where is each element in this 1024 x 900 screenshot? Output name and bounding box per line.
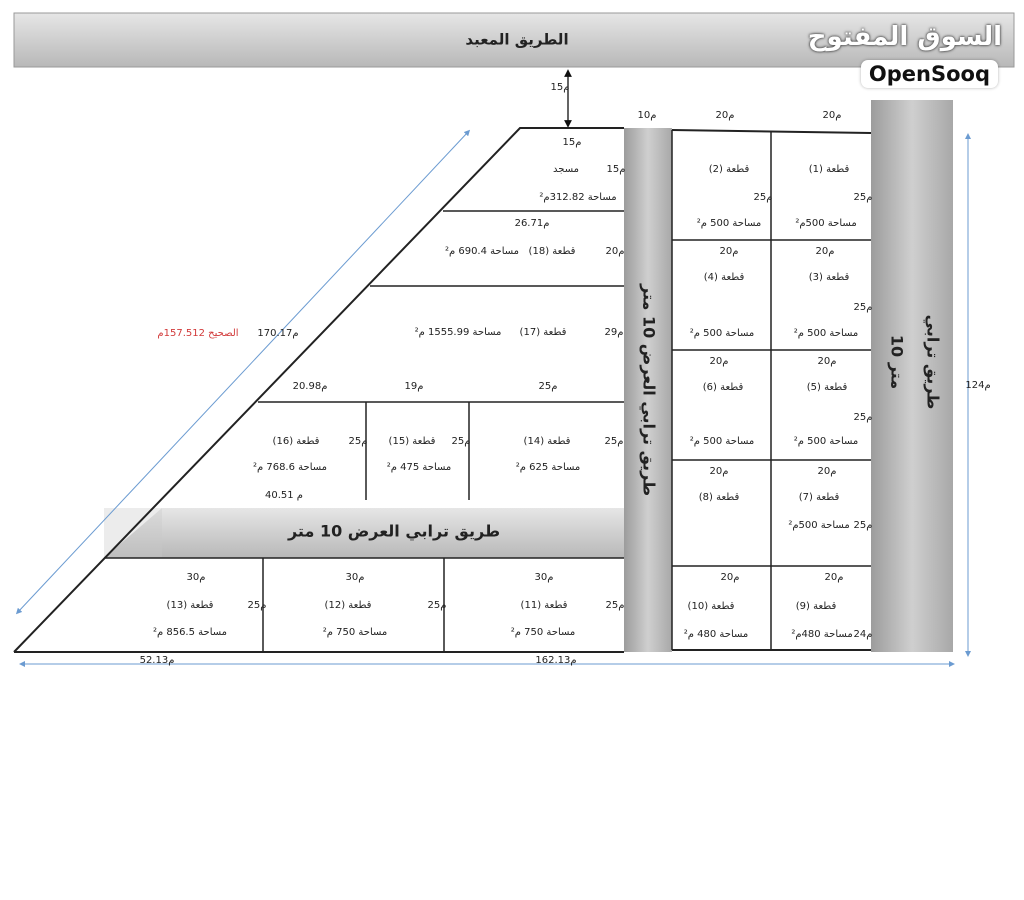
plot-12-area: مساحة 750 م² [322, 627, 388, 638]
plot-10-label: قطعة (10) [687, 601, 735, 612]
plot-15-area: مساحة 475 م² [386, 462, 452, 473]
plot-1-side: 25م [853, 192, 873, 203]
plot-12-label: قطعة (12) [324, 600, 372, 611]
plot-12-side: 25م [427, 600, 447, 611]
plot-18-top: 26.71م [514, 218, 550, 229]
plot-15-label: قطعة (15) [388, 436, 436, 447]
vertical-road-label: طريق ترابي العرض 10 متر [639, 283, 659, 497]
plot-3-side: 25م [853, 302, 873, 313]
plot-5-area: مساحة 500 م² [793, 436, 859, 447]
plot-10-top: 20م [720, 572, 740, 583]
plot-18-side: 20م [605, 246, 625, 257]
plot-1-area: مساحة 500م² [795, 218, 857, 229]
plot-7-top: 20م [817, 466, 837, 477]
plot-13-side: 25م [247, 600, 267, 611]
plot-16-side: 25م [348, 436, 368, 447]
plot-14-area: مساحة 625 م² [515, 462, 581, 473]
plot-16-area: مساحة 768.6 م² [252, 462, 328, 473]
plot-7-label: قطعة (7) [798, 492, 840, 503]
bottom-left-label: 52.13م [139, 655, 175, 666]
plot-7-area: مساحة 500م² [788, 520, 850, 531]
plot-15-top: 19م [404, 381, 424, 392]
plot-16-top: 20.98م [292, 381, 328, 392]
plot-9-side: 24م [853, 629, 873, 640]
plot-14-top: 25م [538, 381, 558, 392]
plot-16-label: قطعة (16) [272, 436, 320, 447]
plot-11-side: 25م [605, 600, 625, 611]
plot-11-top: 30م [534, 572, 554, 583]
mosque-name: مسجد [553, 164, 579, 175]
plot-15-side: 25م [451, 436, 471, 447]
plot-18-area: مساحة 690.4 م² [444, 246, 520, 257]
brand-english: OpenSooq [861, 60, 998, 88]
plot-8-top: 20م [709, 466, 729, 477]
plot-7-side: 25م [853, 520, 873, 531]
plot-3-label: قطعة (3) [808, 272, 850, 283]
gap-top-label: 15م [550, 82, 570, 93]
plot-2-side: 25م [753, 192, 773, 203]
plot-6-label: قطعة (6) [702, 382, 744, 393]
road-width-top-label: 10م [637, 110, 657, 121]
plot-9-area: مساحة 480م² [791, 629, 853, 640]
plot-2-top: 20م [715, 110, 735, 121]
plot-13-area: مساحة 856.5 م² [152, 627, 228, 638]
plot-11-label: قطعة (11) [520, 600, 568, 611]
plot-6-area: مساحة 500 م² [689, 436, 755, 447]
opensooq-watermark [807, 22, 1002, 100]
plot-5-top: 20م [817, 356, 837, 367]
plot-13-top: 30م [186, 572, 206, 583]
plot-16-bottom: 40.51 م [264, 490, 304, 501]
plot-5-side: 25م [853, 412, 873, 423]
plot-1-top: 20م [822, 110, 842, 121]
diagonal-length-label: 170.17م [257, 328, 299, 339]
plot-3-area: مساحة 500 م² [793, 328, 859, 339]
plot-10-area: مساحة 480 م² [683, 629, 749, 640]
plot-14-label: قطعة (14) [523, 436, 571, 447]
plot-11-area: مساحة 750 م² [510, 627, 576, 638]
plot-13-label: قطعة (13) [166, 600, 214, 611]
mosque [539, 137, 625, 203]
plot-5-label: قطعة (5) [806, 382, 848, 393]
right-road-label-1: طريق ترابي [923, 314, 943, 410]
plot-6-top: 20م [709, 356, 729, 367]
plot-1-label: قطعة (1) [808, 164, 850, 175]
plot-4-top: 20م [719, 246, 739, 257]
plot-4-label: قطعة (4) [703, 272, 745, 283]
mosque-top: 15م [562, 137, 582, 148]
mosque-side: 15م [606, 164, 626, 175]
plot-3-top: 20م [815, 246, 835, 257]
mosque-area: مساحة 312.82م² [539, 192, 617, 203]
plot-17-area: مساحة 1555.99 م² [414, 327, 502, 338]
plot-12-top: 30م [345, 572, 365, 583]
right-height-label: 124م [965, 380, 991, 391]
plot-2-area: مساحة 500 م² [696, 218, 762, 229]
plot-2-label: قطعة (2) [708, 164, 750, 175]
brand-arabic: السوق المفتوح [807, 22, 1002, 52]
top-road-label: الطريق المعبد [465, 30, 569, 49]
plot-18-label: قطعة (18) [528, 246, 576, 257]
bottom-total-label: 162.13م [535, 655, 577, 666]
plot-4-area: مساحة 500 م² [689, 328, 755, 339]
plot-9-top: 20م [824, 572, 844, 583]
plot-14-side: 25م [604, 436, 624, 447]
plot-17-side: 29م [604, 327, 624, 338]
plot-8-label: قطعة (8) [698, 492, 740, 503]
middle-road-label: طريق ترابي العرض 10 متر [287, 521, 501, 541]
plot-17-label: قطعة (17) [519, 327, 567, 338]
plot-9-label: قطعة (9) [795, 601, 837, 612]
right-road-label-2: 10 متر [887, 334, 907, 390]
diagonal-corrected-label: الصحيح 157.512م [157, 328, 239, 339]
